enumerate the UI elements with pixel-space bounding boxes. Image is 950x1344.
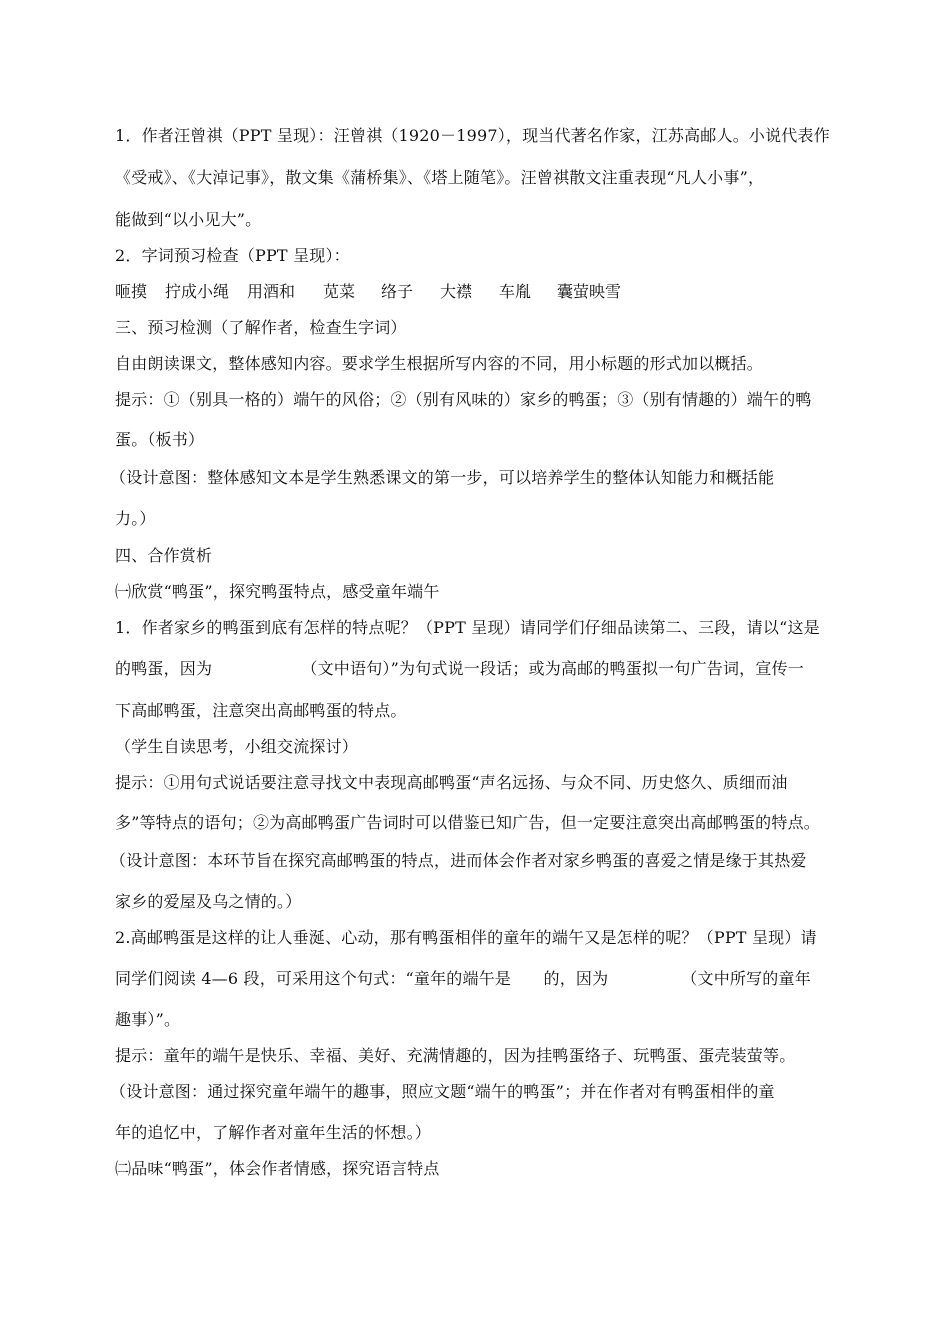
text-line-7: 提示：①（别具一格的）端午的风俗；②（别有风味的）家乡的鸭蛋；③（别有情趣的）端午的鸭 (115, 390, 812, 409)
text-line-3: 能做到“以小见大”。 (115, 210, 262, 229)
text-line-6: 自由朗读课文，整体感知内容。要求学生根据所写内容的不同，用小标题的形式加以概括。 (115, 354, 764, 373)
text-line-2: 《受戒》、《大淖记事》，散文集《蒲桥集》、《塔上随笔》。汪曾祺散文注重表现“凡人小事”， (115, 168, 765, 187)
vocab-item: 用酒和 (247, 282, 296, 301)
vocab-item: 大襟 (440, 282, 473, 301)
text-line-13: 1．作者家乡的鸭蛋到底有怎样的特点呢？（PPT 呈现）请同学们仔细品读第二、三段，请以“这是 (115, 618, 820, 637)
text-line-9: （设计意图：整体感知文本是学生熟悉课文的第一步，可以培养学生的整体认知能力和概括能 (110, 468, 775, 487)
text-line-22: 同学们阅读 4—6 段，可采用这个句式：“童年的端午是 的，因为 （文中所写的童年 (115, 969, 811, 988)
vocab-item: 车胤 (499, 282, 532, 301)
text-line-25: （设计意图：通过探究童年端午的趣事，照应文题“端午的鸭蛋”；并在作者对有鸭蛋相伴的童 (110, 1082, 775, 1101)
vocab-item: 囊萤映雪 (557, 282, 622, 301)
vocab-item: 络子 (381, 282, 414, 301)
text-line-17: 提示：①用句式说话要注意寻找文中表现高邮鸭蛋“声名远扬、与众不同、历史悠久、质细而油 (115, 773, 788, 792)
text-line-10: 力。） (115, 509, 156, 528)
vocab-item: 拧成小绳 (165, 282, 230, 301)
section-heading-analysis: 四、合作赏析 (115, 546, 213, 565)
text-line-15: 下高邮鸭蛋，注意突出高邮鸭蛋的特点。 (115, 701, 407, 720)
subsection-heading-1: ㈠欣赏“鸭蛋”，探究鸭蛋特点，感受童年端午 (115, 582, 440, 601)
subsection-heading-2: ㈡品味“鸭蛋”，体会作者情感，探究语言特点 (115, 1159, 440, 1178)
text-line-18: 多”等特点的语句；②为高邮鸭蛋广告词时可以借鉴已知广告，但一定要注意突出高邮鸭蛋的特点。 (115, 813, 820, 832)
text-line-19: （设计意图：本环节旨在探究高邮鸭蛋的特点，进而体会作者对家乡鸭蛋的喜爱之情是缘于其热爱 (110, 851, 807, 870)
text-line-23: 趣事）”。 (115, 1010, 181, 1029)
text-line-1: 1．作者汪曾祺（PPT 呈现）：汪曾祺（1920－1997），现当代著名作家，江苏高邮人。小说代表作 (115, 126, 830, 145)
text-line-8: 蛋。（板书） (115, 430, 205, 449)
text-line-16: （学生自读思考，小组交流探讨） (115, 737, 359, 756)
text-line-26: 年的追忆中，了解作者对童年生活的怀想。） (115, 1123, 432, 1142)
text-line-24: 提示：童年的端午是快乐、幸福、美好、充满情趣的，因为挂鸭蛋络子、玩鸭蛋、蛋壳装萤等。 (115, 1046, 796, 1065)
vocab-item: 咂摸 (115, 282, 148, 301)
vocab-item: 苋菜 (323, 282, 356, 301)
section-heading-preview: 三、预习检测（了解作者，检查生字词） (115, 318, 407, 337)
text-line-14: 的鸭蛋，因为 （文中语句）”为句式说一段话；或为高邮的鸭蛋拟一句广告词，宣传一 (115, 659, 804, 678)
text-line-20: 家乡的爱屋及乌之情的。） (115, 892, 302, 911)
text-line-21: 2.高邮鸭蛋是这样的让人垂涎、心动，那有鸭蛋相伴的童年的端午又是怎样的呢？（PPT 呈现）请 (115, 928, 817, 947)
text-line-4: 2．字词预习检查（PPT 呈现）： (115, 246, 350, 265)
